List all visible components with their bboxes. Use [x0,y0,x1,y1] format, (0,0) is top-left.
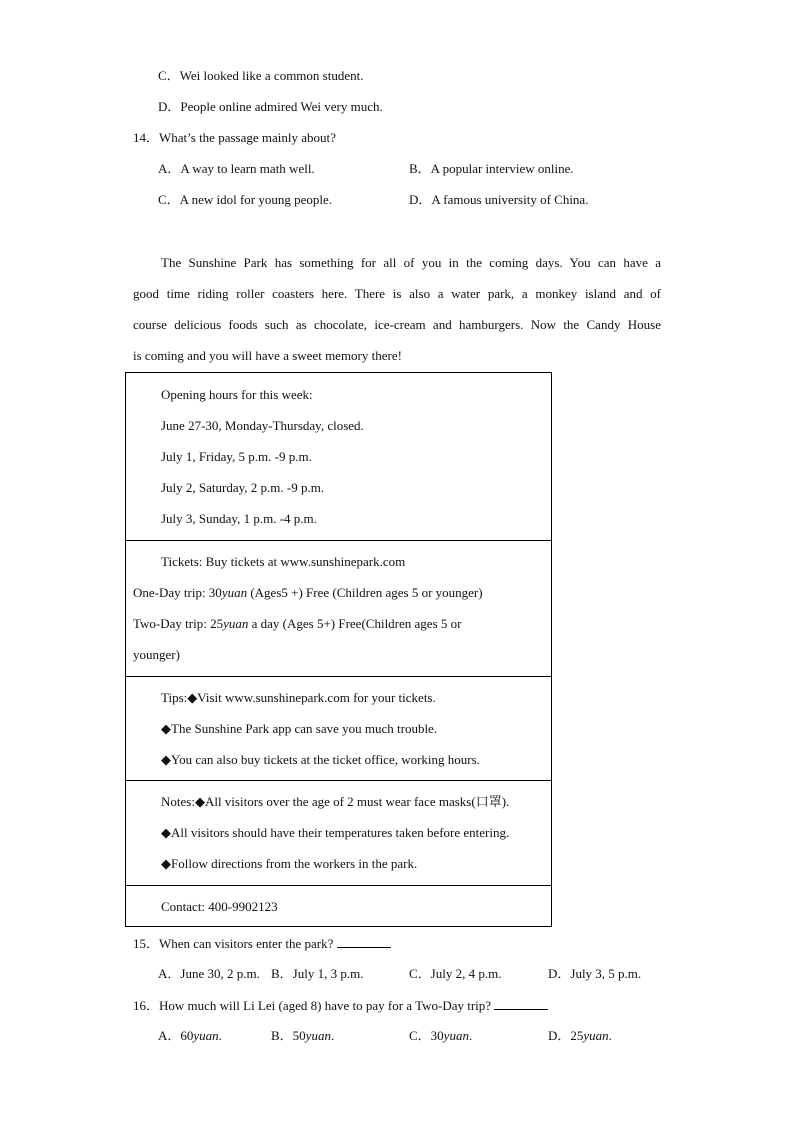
two-day-trip-line [133,616,461,632]
q16-option-d-period: . [608,1028,612,1043]
tips-line-1: Tips:◆Visit www.sunshinepark.com for your tickets. [161,690,436,705]
q15-answer-blank[interactable] [337,935,391,948]
q16-option-a-value: A．60 [158,1028,194,1043]
q16-stem: 16．How much will Li Lei (aged 8) have to pay for a Two-Day trip? [133,998,492,1013]
q16-option-d [548,1028,612,1044]
hours-line-1: June 27-30, Monday-Thursday, closed. [161,418,364,433]
hours-line-3: July 2, Saturday, 2 p.m. -9 p.m. [161,480,325,495]
hours-line-4: July 3, Sunday, 1 p.m. -4 p.m. [161,511,317,526]
notes-line-3: ◆Follow directions from the workers in the park. [161,856,418,871]
contact-line: Contact: 400-9902123 [161,899,278,914]
q16-option-b [271,1028,334,1044]
two-day-details: a day (Ages 5+) Free(Children ages 5 or [248,616,462,631]
q16-option-b-period: . [330,1028,335,1043]
q16-stem-line [133,997,548,1014]
q16-option-c-unit: yuan [443,1028,469,1043]
q15-option-a: A．June 30, 2 p.m. [158,966,260,981]
notes-line-2: ◆All visitors should have their temperatures taken before entering. [161,825,510,840]
passage-line-4: is coming and you will have a sweet memory there! [133,348,402,363]
tickets-section [126,540,551,676]
hours-line-2: July 1, Friday, 5 p.m. -9 p.m. [161,449,312,464]
q16-option-a-period: . [218,1028,222,1043]
two-day-trip-line-cont: younger) [133,647,180,662]
q14-option-c: C．A new idol for young people. [158,192,333,207]
two-day-price: Two-Day trip: 25 [133,616,224,631]
passage-line-2: good time riding roller coasters here. There is also a water park, a monkey island and of [133,286,661,301]
opening-hours-section [126,373,551,540]
q14-option-d: D．A famous university of China. [409,192,589,207]
q13-option-d: D．People online admired Wei very much. [158,99,383,114]
notes-section [126,780,551,885]
notes-line-1: Notes:◆All visitors over the age of 2 must wear face masks(口罩). [161,794,510,809]
tickets-title: Tickets: Buy tickets at www.sunshinepark.com [161,554,406,569]
tips-line-2: ◆The Sunshine Park app can save you much trouble. [161,721,438,736]
q16-option-b-unit: yuan [305,1028,331,1043]
q16-option-c-value: C．30 [409,1028,444,1043]
q15-stem-line [133,935,391,952]
hours-title: Opening hours for this week: [161,387,313,402]
one-day-trip-line [133,585,483,601]
one-day-price: One-Day trip: 30 [133,585,222,600]
q15-stem: 15．When can visitors enter the park? [133,936,334,951]
tips-section [126,676,551,780]
tips-line-3: ◆You can also buy tickets at the ticket office, working hours. [161,752,480,767]
q16-option-b-value: B．50 [271,1028,306,1043]
q16-option-d-value: D．25 [548,1028,584,1043]
q16-answer-blank[interactable] [494,997,548,1010]
q15-option-b: B．July 1, 3 p.m. [271,966,364,981]
q15-option-c: C．July 2, 4 p.m. [409,966,502,981]
q16-option-c-period: . [468,1028,473,1043]
q14-option-a: A．A way to learn math well. [158,161,315,176]
q14-stem: 14．What’s the passage mainly about? [133,130,336,145]
one-day-details: (Ages5 +) Free (Children ages 5 or younger) [247,585,483,600]
q16-option-c [409,1028,472,1044]
q16-option-d-unit: yuan [583,1028,609,1043]
passage-line-1: The Sunshine Park has something for all of you in the coming days. You can have a [161,255,661,270]
q16-option-a-unit: yuan [193,1028,219,1043]
q16-option-a [158,1028,222,1044]
q13-option-c: C．Wei looked like a common student. [158,68,364,83]
passage-line-3: course delicious foods such as chocolate, ice-cream and hamburgers. Now the Candy House [133,317,661,332]
one-day-unit: yuan [221,585,248,600]
two-day-unit: yuan [223,616,249,631]
contact-section [126,885,551,926]
park-notice-box [125,372,552,927]
q14-option-b: B．A popular interview online. [409,161,574,176]
q15-option-d: D．July 3, 5 p.m. [548,966,642,981]
